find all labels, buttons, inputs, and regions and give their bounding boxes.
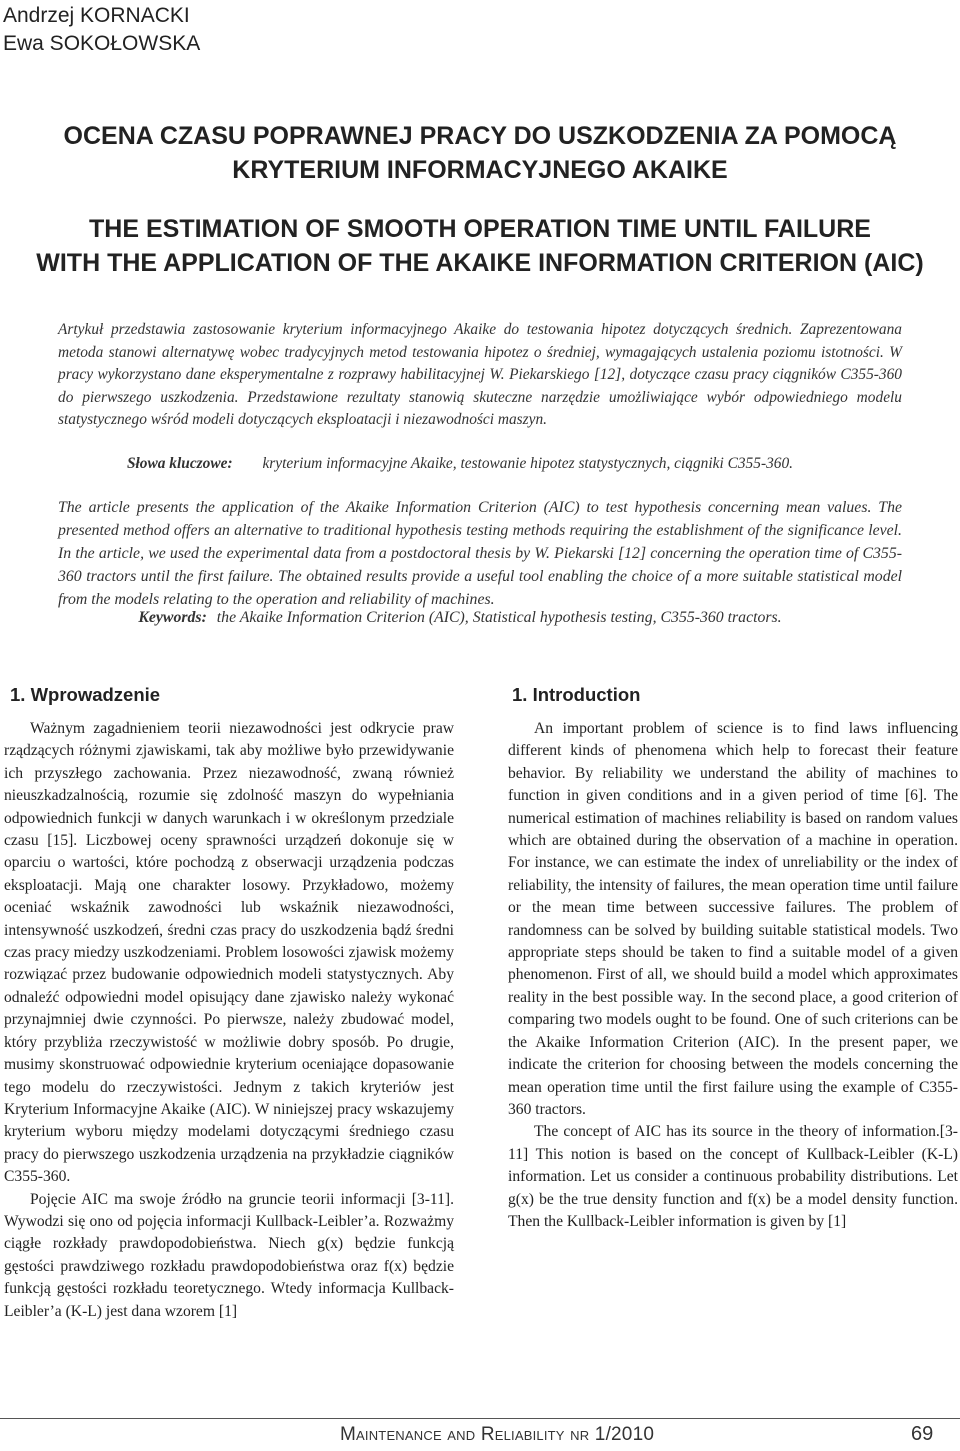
keywords-label: Słowa kluczowe: xyxy=(126,455,233,472)
column-polish xyxy=(4,718,454,1323)
keywords-text: kryterium informacyjne Akaike, testowanie hipotez statystycznych, ciągniki C355-360. xyxy=(262,455,794,472)
abstract-polish: Artykuł przedstawia zastosowanie kryterium informacyjnego Akaike do testowania hipotez dotyczących średnich. Zaprezentowana metoda stanowi alternatywę wobec tradycyjnych metod testowania hipotez o średniej, wymagających ustalenia poziomu istotności. W pracy wykorzystano dane eksperymentalne z rozprawy habilitacyjnej W. Piekarskiego [12], dotyczące czasu pracy ciągników C355-360 do pierwszego uszkodzenia. Przedstawione rezultaty stanowią skuteczne narzędzie umożliwiające wybór odpowiedniego modelu statystycznego wśród modeli dotyczących eksploatacji i niezawodności maszyn. xyxy=(58,321,902,428)
column-english xyxy=(508,718,958,1233)
title-english xyxy=(0,212,960,280)
authors xyxy=(3,2,200,58)
author-name: Ewa SOKOŁOWSKA xyxy=(3,32,201,55)
paragraph: Pojęcie AIC ma swoje źródło na gruncie teorii informacji [3-11]. Wywodzi się ono od pojęcia informacji Kullback-Leibler’a. Rozważmy ciągłe rozkłady prawdopodobieństwa. Niech g(x) będzie funkcją gęstości prawdziwego rozkładu prawdopodobieństwa oraz f(x) będzie funkcją gęstości rozkładu teoretycznego. Wtedy informacja Kullback-Leibler’a (K-L) jest dana wzorem [1] xyxy=(4,1190,454,1320)
keywords-text: the Akaike Information Criterion (AIC), Statistical hypothesis testing, C355-360 tractors. xyxy=(216,609,782,626)
keywords-english xyxy=(0,609,940,627)
section-heading-english: 1. Introduction xyxy=(512,684,641,705)
paragraph: An important problem of science is to find laws influencing different kinds of phenomena which help to forecast their feature behavior. By reliability we understand the ability of machines to function in given conditions and in a given period of time [6]. The numerical estimation of machines reliability is based on random values which are obtained during the observation of a machine in operation. For instance, we can estimate the index of unreliability or the index of reliability, the intensity of failures, the mean operation time until failure or the mean time between successive failures. The problem of randomness can be solved by building suitable statistical models. Two appropriate steps should be taken to find a suitable model of a given phenomenon. First of all, we should build a model which approximates reality in the best possible way. In the second place, a good criterion of comparing two models ought to be found. One of such criterions can be the Akaike Information Criterion (AIC). In the present paper, we indicate the criterion for choosing between the models concerning the mean operation time until the first failure using the example of C355-360 tractors. xyxy=(508,720,958,1118)
title-polish xyxy=(0,119,960,187)
title-english-line: THE ESTIMATION OF SMOOTH OPERATION TIME UNTIL FAILURE xyxy=(89,215,871,243)
paragraph: The concept of AIC has its source in the theory of information.[3-11] This notion is based on the concept of Kullback-Leibler (K-L) information. Let us consider a continuous probability distributions. Let g(x) be the true density function and f(x) be a model density function. Then the Kullback-Leibler information is given by [1] xyxy=(508,1123,958,1230)
abstract-english: The article presents the application of the Akaike Information Criterion (AIC) to test hypothesis concerning mean values. The presented method offers an alternative to traditional hypothesis testing methods requiring the establishment of the significance level. In the article, we used the experimental data from a postdoctoral thesis by W. Piekarski [12] concerning the operation time of C355-360 tractors until the first failure. The obtained results provide a useful tool enabling the choice of a more suitable statistical model from the models relating to the operation and reliability of machines. xyxy=(58,499,902,608)
paragraph: Ważnym zagadnieniem teorii niezawodności jest odkrycie praw rządzących różnymi zjawiskami, tak aby możliwe było przewidywanie ich przyszłego zachowania. Przez niezawodność, zwaną również nieuszkadzalnością, rozumie się zdolność maszyn do wypełniania odpowiednich funkcji w danych warunkach i w określonym przedziale czasu [15]. Liczbowej oceny sprawności urządzeń dokonuje się w oparciu o wartości, które pochodzą z obserwacji urządzenia podczas eksploatacji. Mają one charakter losowy. Przykładowo, możemy oceniać wskaźnik zawodności lub wskaźnik niezawodności, intensywność uszkodzeń, średni czas pracy do uszkodzenia bądź średni czas pracy miedzy uszkodzeniami. Problem losowości zjawisk możemy rozwiązać przez budowanie odpowiednich modeli statystycznych. Aby odnaleźć odpowiedni model opisujący dane zjawisko należy wykonać przynajmniej dwie czynności. Po pierwsze, należy zbudować model, który przybliża rzeczywistość w możliwie dobry sposób. Po drugie, musimy skonstruować odpowiednie kryterium oceniające dopasowanie tego modelu do rzeczywistości. Jednym z takich kryteriów jest Kryterium Informacyjne Akaike (AIC). W niniejszej pracy wskazujemy kryterium wyboru między modelami dotyczącymi średniego czasu pracy do pierwszego uszkodzenia urządzenia na przykładzie ciągników C355-360. xyxy=(4,720,454,1186)
author-name: Andrzej KORNACKI xyxy=(3,4,190,27)
keywords-polish xyxy=(0,455,940,473)
title-english-line: WITH THE APPLICATION OF THE AKAIKE INFORMATION CRITERION (AIC) xyxy=(36,249,924,277)
title-polish-line: OCENA CZASU POPRAWNEJ PRACY DO USZKODZENIA ZA POMOCĄ xyxy=(63,122,897,150)
footer-journal-title: Maintenance and Reliability nr 1/2010 xyxy=(340,1424,655,1445)
footer-divider xyxy=(0,1418,960,1419)
keywords-label: Keywords: xyxy=(138,609,207,626)
section-heading-polish: 1. Wprowadzenie xyxy=(10,684,161,705)
page-number: 69 xyxy=(911,1423,934,1445)
title-polish-line: KRYTERIUM INFORMACYJNEGO AKAIKE xyxy=(232,156,728,184)
